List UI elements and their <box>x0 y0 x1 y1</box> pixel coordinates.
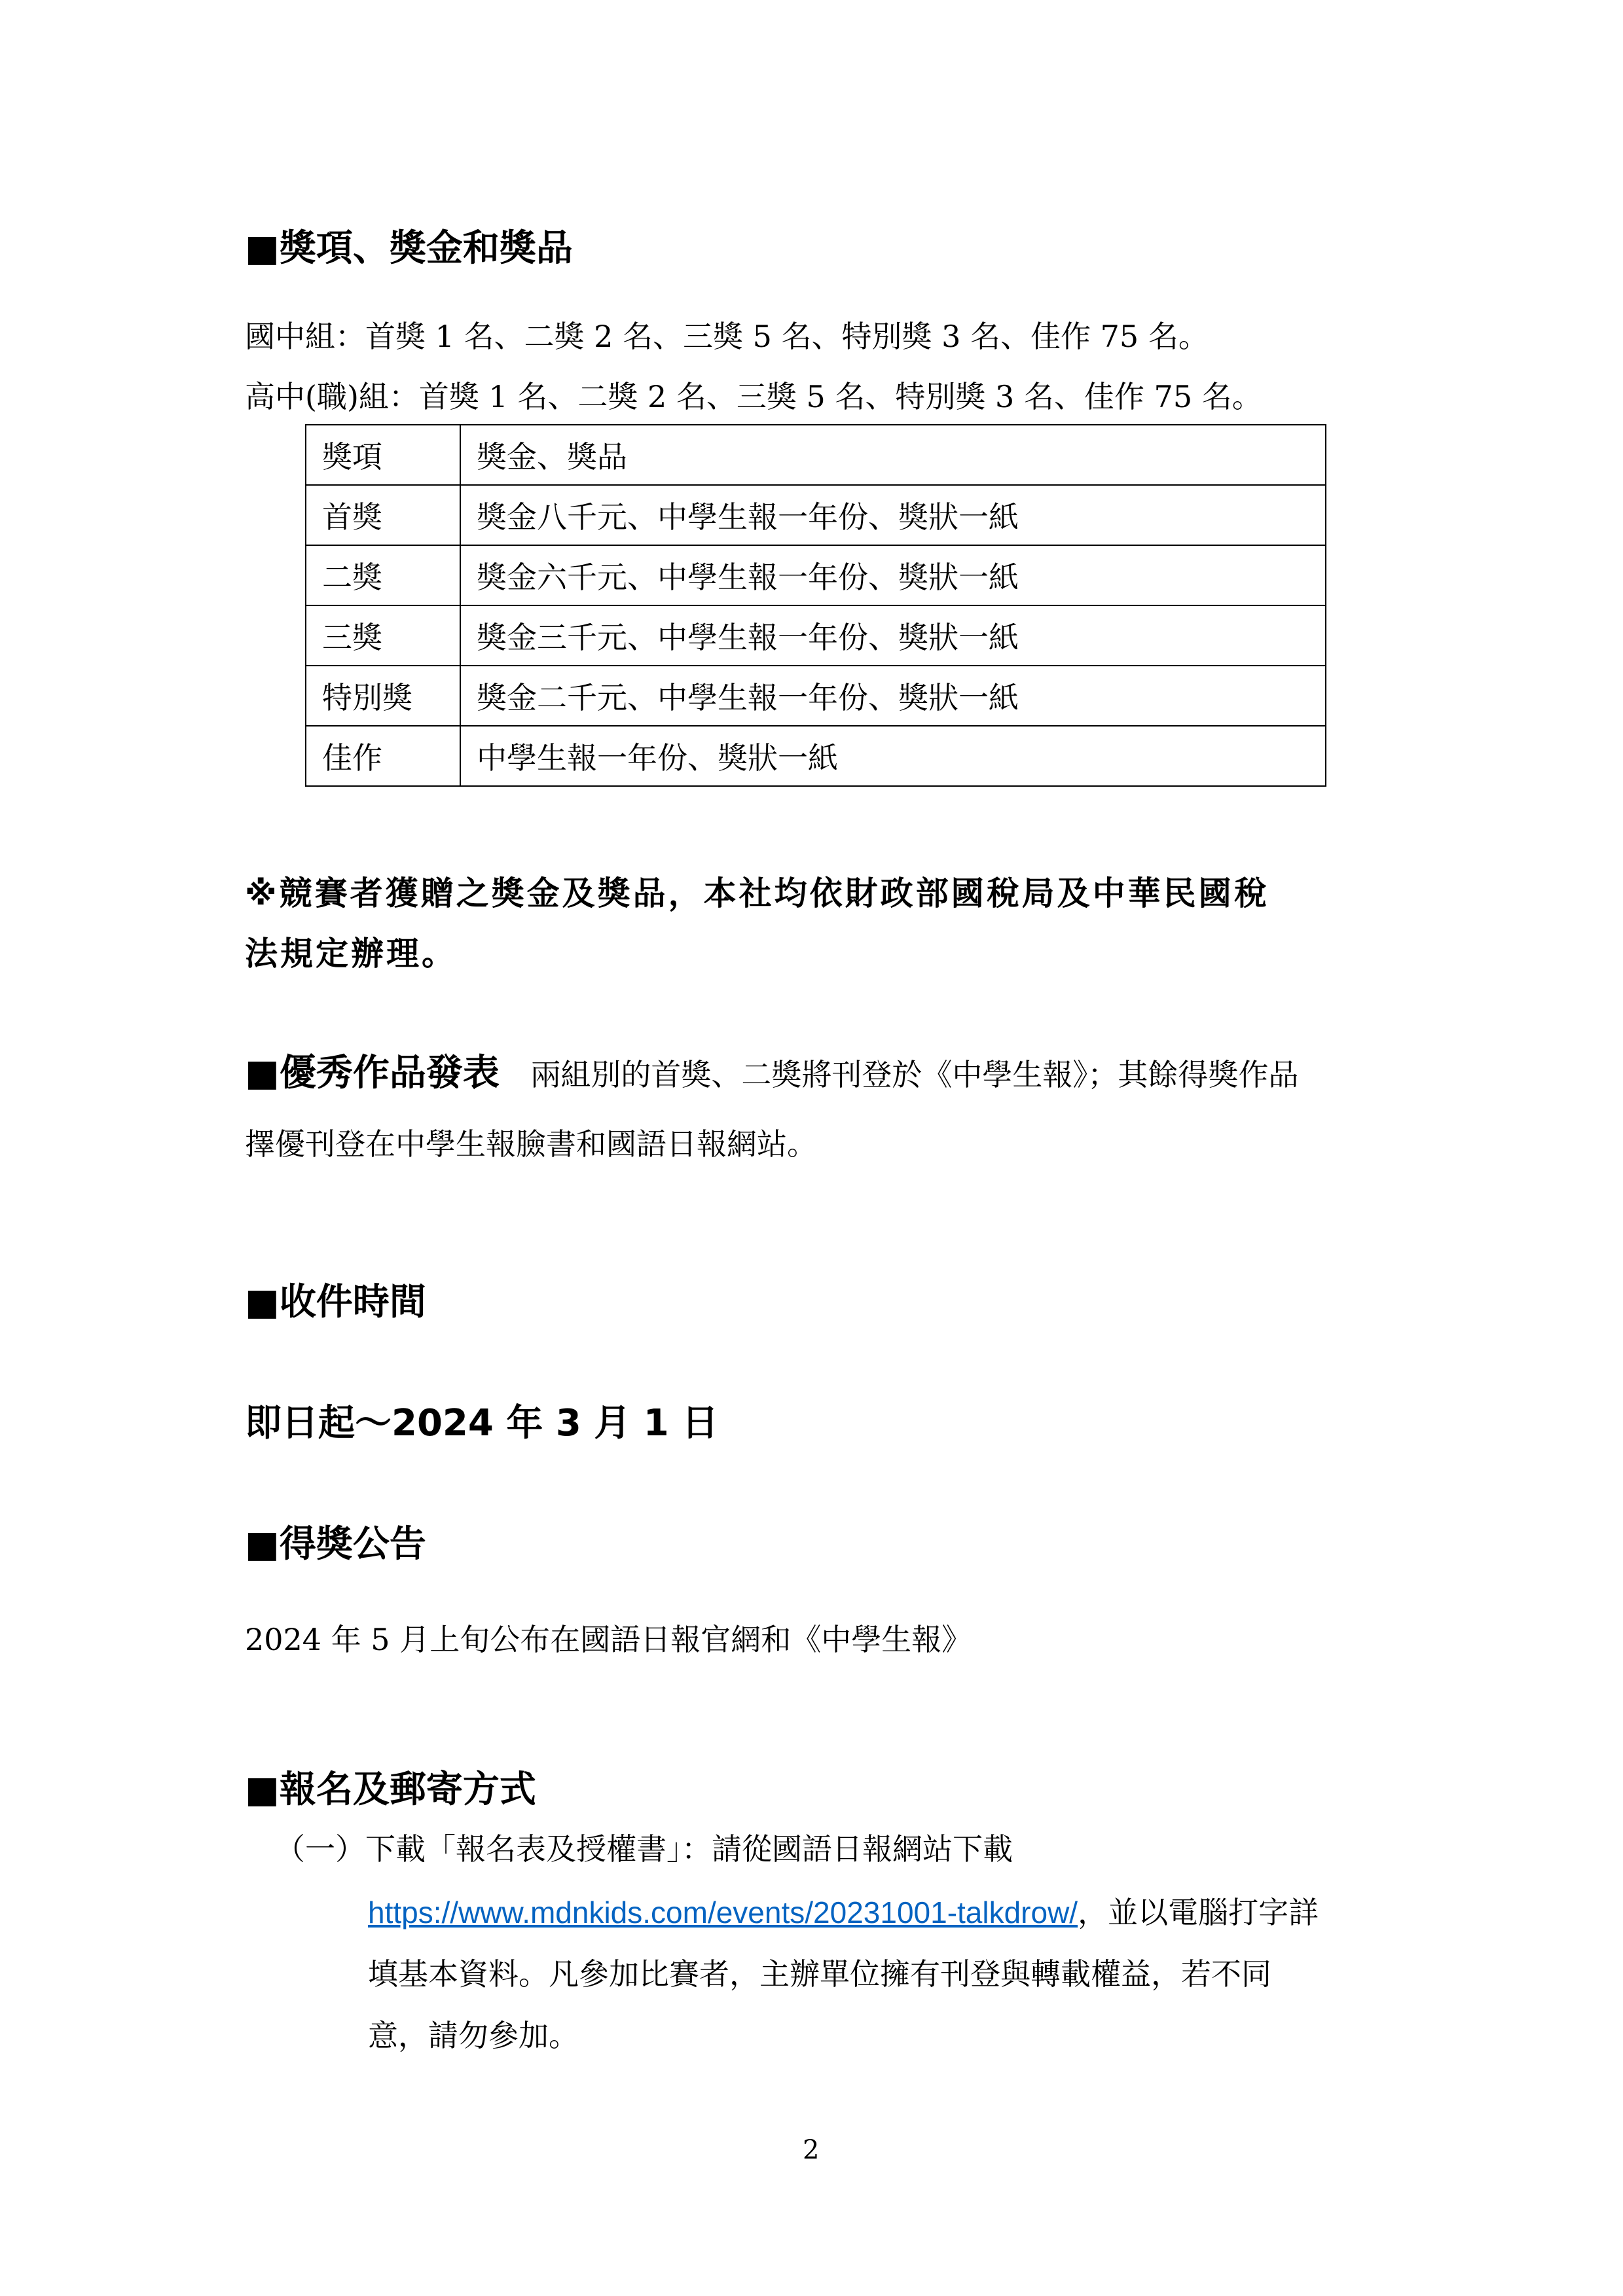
publication-heading: ■優秀作品發表 <box>245 1052 500 1094</box>
deadline-period: 即日起～2024 年 3 月 1 日 <box>245 1402 719 1444</box>
registration-download-link[interactable]: https://www.mdnkids.com/events/20231001-talkdrow/ <box>368 1895 1078 1929</box>
table-cell-award: 特別獎 <box>306 666 460 726</box>
tax-note-line2: 法規定辦理。 <box>245 935 457 973</box>
table-cell-award: 佳作 <box>306 726 460 786</box>
registration-step1-line3: 填基本資料。凡參加比賽者，主辦單位擁有刊登與轉載權益，若不同 <box>368 1956 1271 1992</box>
prize-table <box>305 424 1326 787</box>
publication-text-line1: 兩組別的首獎、二獎將刊登於《中學生報》；其餘得獎作品 <box>530 1057 1299 1092</box>
table-header-cell: 獎項 <box>306 425 460 485</box>
registration-heading: ■報名及郵寄方式 <box>245 1768 536 1811</box>
table-row <box>306 605 1326 666</box>
table-cell-reward: 獎金二千元、中學生報一年份、獎狀一紙 <box>460 666 1326 726</box>
tax-note-line1: ※競賽者獲贈之獎金及獎品，本社均依財政部國稅局及中華民國稅 <box>245 874 1269 912</box>
registration-step1-line4: 意，請勿參加。 <box>368 2018 579 2053</box>
junior-prize-count: 國中組：首獎 1 名、二獎 2 名、三獎 5 名、特別獎 3 名、佳作 75 名。 <box>245 319 1209 354</box>
table-header-cell: 獎金、獎品 <box>460 425 1326 485</box>
table-header-row <box>306 425 1326 485</box>
table-cell-reward: 獎金三千元、中學生報一年份、獎狀一紙 <box>460 605 1326 666</box>
table-row <box>306 485 1326 545</box>
table-row <box>306 545 1326 605</box>
announcement-text: 2024 年 5 月上旬公布在國語日報官網和《中學生報》 <box>245 1622 972 1657</box>
page-number: 2 <box>803 2135 820 2165</box>
table-cell-reward: 獎金六千元、中學生報一年份、獎狀一紙 <box>460 545 1326 605</box>
table-row <box>306 666 1326 726</box>
table-cell-reward: 獎金八千元、中學生報一年份、獎狀一紙 <box>460 485 1326 545</box>
registration-step1-line2 <box>368 1893 1319 1932</box>
table-cell-award: 二獎 <box>306 545 460 605</box>
table-cell-award: 三獎 <box>306 605 460 666</box>
table-cell-reward: 中學生報一年份、獎狀一紙 <box>460 726 1326 786</box>
publication-text-line2: 擇優刊登在中學生報臉書和國語日報網站。 <box>245 1126 817 1162</box>
announcement-heading: ■得獎公告 <box>245 1523 426 1566</box>
senior-prize-count: 高中(職)組：首獎 1 名、二獎 2 名、三獎 5 名、特別獎 3 名、佳作 75 名。 <box>245 379 1262 414</box>
table-cell-award: 首獎 <box>306 485 460 545</box>
registration-step1-line2-rest: ，並以電腦打字詳 <box>1078 1895 1319 1930</box>
prizes-heading: ■獎項、獎金和獎品 <box>245 227 573 270</box>
deadline-heading: ■收件時間 <box>245 1281 426 1323</box>
registration-step1-line1: （一）下載「報名表及授權書」：請從國語日報網站下載 <box>275 1831 1013 1867</box>
table-row <box>306 726 1326 786</box>
publication-block <box>245 1050 1298 1098</box>
